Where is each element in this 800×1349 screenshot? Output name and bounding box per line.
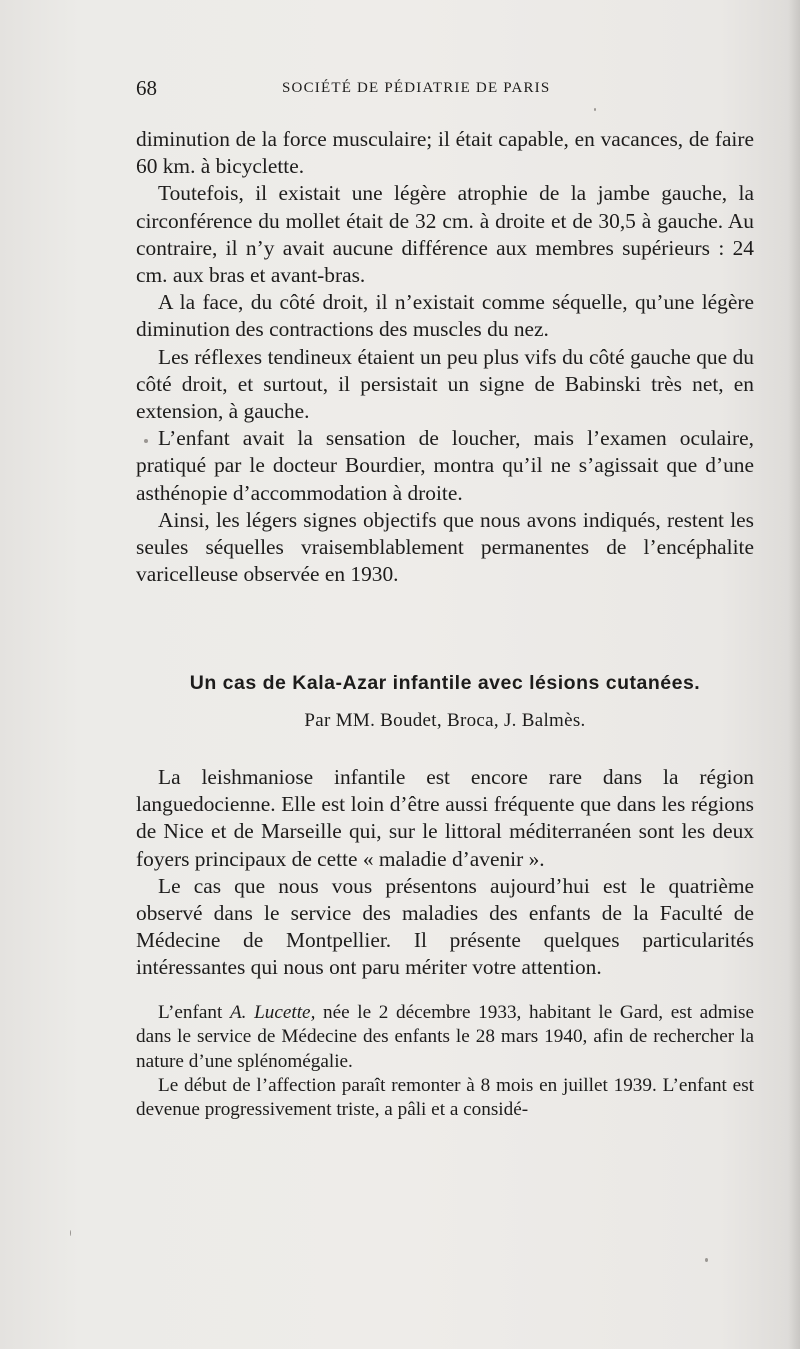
case-report [136, 1001, 754, 1122]
case-text: née le 2 décembre 1933, habitant le Gard, est admise dans le service de Médecine des enfants le 28 mars 1940, afin de rechercher la nature d’une splénomégalie. [136, 1002, 755, 1072]
section-continuation [136, 126, 754, 588]
patient-name: A. Lucette, [229, 1002, 316, 1023]
article-title: Un cas de Kala-Azar infantile avec lésions cutanées. [189, 672, 701, 694]
paragraph: Le début de l’affection paraît remonter à 8 mois en juillet 1939. L’enfant est devenue progressivement triste, a pâli et a considé- [136, 1074, 754, 1121]
paragraph: Le cas que nous vous présentons aujourd’hui est le quatrième observé dans le service des maladies des enfants de la Faculté de Médecine de Montpellier. Il présente quelques particularités intéressantes qui nous ont paru mériter votre attention. [136, 873, 754, 980]
scan-speck [705, 1258, 708, 1262]
article-authors: Par MM. Boudet, Broca, J. Balmès. [304, 710, 586, 731]
paragraph [136, 1001, 754, 1074]
scan-speck [70, 1230, 71, 1236]
scan-speck [594, 108, 596, 111]
paragraph: Les réflexes tendineux étaient un peu plus vifs du côté gauche que du côté droit, et surtout, il persistait un signe de Babinski très net, en extension, à gauche. [136, 344, 754, 424]
paragraph: A la face, du côté droit, il n’existait comme séquelle, qu’une légère diminution des contractions des muscles du nez. [136, 290, 754, 342]
paragraph: diminution de la force musculaire; il était capable, en vacances, de faire 60 km. à bicyclette. [136, 127, 754, 179]
case-text: L’enfant [158, 1002, 230, 1023]
paragraph: Toutefois, il existait une légère atrophie de la jambe gauche, la circonférence du mollet était de 32 cm. à droite et de 30,5 à gauche. Au contraire, il n’y avait aucune différence aux membres supérieurs : 24 cm. aux bras et avant-bras. [136, 181, 754, 288]
running-title: SOCIÉTÉ DE PÉDIATRIE DE PARIS [282, 80, 551, 96]
article-introduction [136, 764, 754, 982]
scan-speck [144, 439, 148, 443]
page-header [136, 76, 754, 106]
paragraph: La leishmaniose infantile est encore rare dans la région languedocienne. Elle est loin d’être aussi fréquente que dans les régions de Nice et de Marseille qui, sur le littoral méditerranéen sont les deux foyers principaux de cette « maladie d’avenir ». [136, 765, 754, 871]
paragraph: L’enfant avait la sensation de loucher, mais l’examen oculaire, pratiqué par le docteur Bourdier, montra qu’il ne s’agissait que d’une asthénopie d’accommodation à droite. [136, 426, 754, 505]
page-edge-shadow [788, 0, 800, 1349]
page-number: 68 [136, 76, 157, 100]
paragraph: Ainsi, les légers signes objectifs que nous avons indiqués, restent les seules séquelles vraisemblablement permanentes de l’encéphalite varicelleuse observée en 1930. [136, 507, 754, 587]
